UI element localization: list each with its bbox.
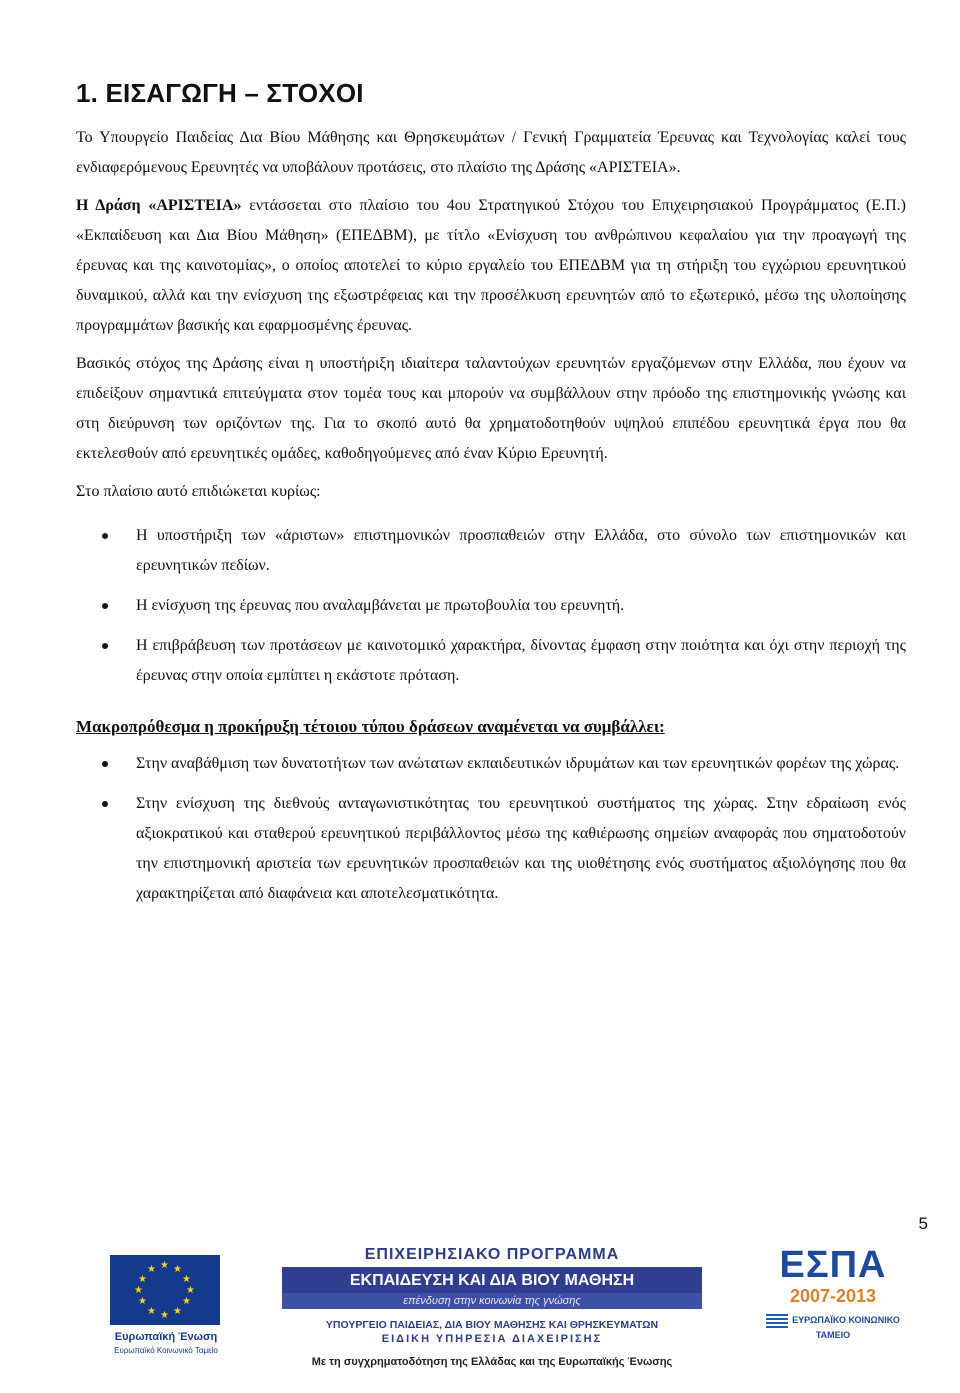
- document-body: [76, 78, 906, 919]
- cofunding-note: Με τη συγχρηματοδότηση της Ελλάδας και της Ευρωπαϊκής Ένωσης: [311, 1356, 673, 1368]
- section-subheading: Μακροπρόθεσμα η προκήρυξη τέτοιου τύπου δράσεων αναμένεται να συμβάλλει:: [76, 717, 665, 736]
- eu-caption: [96, 1331, 236, 1357]
- op-title-bar: [282, 1267, 702, 1309]
- list-item: [76, 631, 906, 691]
- espa-years: 2007-2013: [789, 1286, 877, 1306]
- eu-logo: [96, 1255, 236, 1357]
- eu-fund: Ευρωπαϊκό Κοινωνικό Ταμείο: [114, 1346, 218, 1355]
- list-item: [76, 789, 906, 909]
- op-top-label: ΕΠΙΧΕΙΡΗΣΙΑΚΟ ΠΡΟΓΡΑΜΜΑ: [364, 1246, 620, 1263]
- list-item-text: Η ενίσχυση της έρευνας που αναλαμβάνεται με πρωτοβουλία του ερευνητή.: [136, 597, 625, 614]
- footer-logos: [96, 1244, 910, 1368]
- list-item: [76, 591, 906, 621]
- operational-programme-logo: [252, 1245, 732, 1369]
- paragraph-action-text: εντάσσεται στο πλαίσιο του 4ου Στρατηγικού Στόχου του Επιχειρησιακού Προγράμματος (Ε.Π.) «Εκπαίδευση και Δια Βίου Μάθηση» (ΕΠΕΔΒΜ), με τίτλο «Ενίσχυση του ανθρώπινου κεφαλαίου για την προαγωγή της έρευνας και της καινοτομίας», ο οποίος αποτελεί το κύριο εργαλείο του ΕΠΕΔΒΜ για τη στήριξη του εγχώριου ερευνητικού δυναμικού, αλλά και την ενίσχυση της εξωστρέφειας και την προσέλκυση ερευνητών από το εξωτερικό, μέσω της υλοποίησης προγραμμάτων βασικής και εφαρμοσμένης έρευνας.: [76, 197, 907, 334]
- list-item: [76, 749, 906, 779]
- list-item-text: Η επιβράβευση των προτάσεων με καινοτομικό χαρακτήρα, δίνοντας έμφαση στην ποιότητα και όχι στην περιοχή της έρευνας στην οποία εμπίπτει η εκάστοτε πρόταση.: [136, 637, 906, 684]
- paragraph-action-bold: Η Δράση «ΑΡΙΣΤΕΙΑ»: [76, 197, 242, 214]
- ministry-name: ΥΠΟΥΡΓΕΙΟ ΠΑΙΔΕΙΑΣ, ΔΙΑ ΒΙΟΥ ΜΑΘΗΣΗΣ ΚΑΙ ΘΡΗΣΚΕΥΜΑΤΩΝ: [325, 1319, 659, 1331]
- list-item-text: Η υποστήριξη των «άριστων» επιστημονικών προσπαθειών στην Ελλάδα, στο σύνολο των επιστημονικών και ερευνητικών πεδίων.: [136, 527, 906, 574]
- espa-fund: ΕΥΡΩΠΑΪΚΟ ΚΟΙΝΩΝΙΚΟ ΤΑΜΕΙΟ: [792, 1315, 900, 1340]
- paragraph-action: [76, 191, 906, 341]
- list-item: [76, 521, 906, 581]
- list-item-text: Στην αναβάθμιση των δυνατοτήτων των ανώτατων εκπαιδευτικών ιδρυμάτων και των ερευνητικών φορέων της χώρας.: [136, 755, 900, 772]
- page-number: 5: [918, 1214, 928, 1233]
- espa-fund-row: [756, 1313, 910, 1342]
- special-service: ΕΙΔΙΚΗ ΥΠΗΡΕΣΙΑ ΔΙΑΧΕΙΡΙΣΗΣ: [381, 1333, 603, 1345]
- paragraph-goal: Βασικός στόχος της Δράσης είναι η υποστήριξη ιδιαίτερα ταλαντούχων ερευνητών εργαζόμενων στην Ελλάδα, που έχουν να επιδείξουν σημαντικά επιτεύγματα στον τομέα τους και μπορούν να συμβάλλουν στην πρόοδο της επιστημονικής γνώσης και στη διεύρυνση των οριζόντων της. Για το σκοπό αυτό θα χρηματοδοτηθούν υψηλού επιπέδου ερευνητικά έργα που θα εκτελεσθούν από ερευνητικές ομάδες, καθοδηγούμενες από έναν Κύριο Ερευνητή.: [76, 355, 906, 462]
- paragraph-objectives-lead: Στο πλαίσιο αυτό επιδιώκεται κυρίως:: [76, 483, 321, 500]
- espa-word: ΕΣΠΑ: [779, 1244, 887, 1286]
- objectives-list: [76, 521, 906, 691]
- eu-name: Ευρωπαϊκή Ένωση: [114, 1331, 218, 1343]
- list-item-text: Στην ενίσχυση της διεθνούς ανταγωνιστικότητας του ερευνητικού συστήματος της χώρας. Στην εδραίωση ενός αξιοκρατικού και σταθερού ερευνητικού περιβάλλοντος μέσω της καθιέρωσης σημείων αναφοράς που σηματοδοτούν την επιστημονική αριστεία των ερευνητικών προσπαθειών και της υιοθέτησης ενός συστήματος αξιολόγησης που θα χαρακτηρίζεται από διαφάνεια και αποτελεσματικότητα.: [136, 795, 906, 902]
- espa-logo: [756, 1245, 910, 1342]
- paragraph-intro: Το Υπουργείο Παιδείας Δια Βίου Μάθησης και Θρησκευμάτων / Γενική Γραμματεία Έρευνας και Τεχνολογίας καλεί τους ενδιαφερόμενους Ερευνητές να υποβάλουν προτάσεις, στο πλαίσιο της Δράσης «ΑΡΙΣΤΕΙΑ».: [76, 129, 906, 176]
- page-title: 1. ΕΙΣΑΓΩΓΗ – ΣΤΟΧΟΙ: [76, 78, 364, 108]
- op-title: ΕΚΠΑΙΔΕΥΣΗ ΚΑΙ ΔΙΑ ΒΙΟΥ ΜΑΘΗΣΗ: [349, 1272, 635, 1289]
- long-term-list: [76, 749, 906, 909]
- eu-flag-icon: ★ ★ ★ ★ ★ ★ ★ ★ ★ ★ ★ ★: [110, 1255, 220, 1325]
- op-slogan: επένδυση στην κοινωνία της γνώσης: [282, 1293, 702, 1309]
- greek-flag-icon: [766, 1314, 788, 1328]
